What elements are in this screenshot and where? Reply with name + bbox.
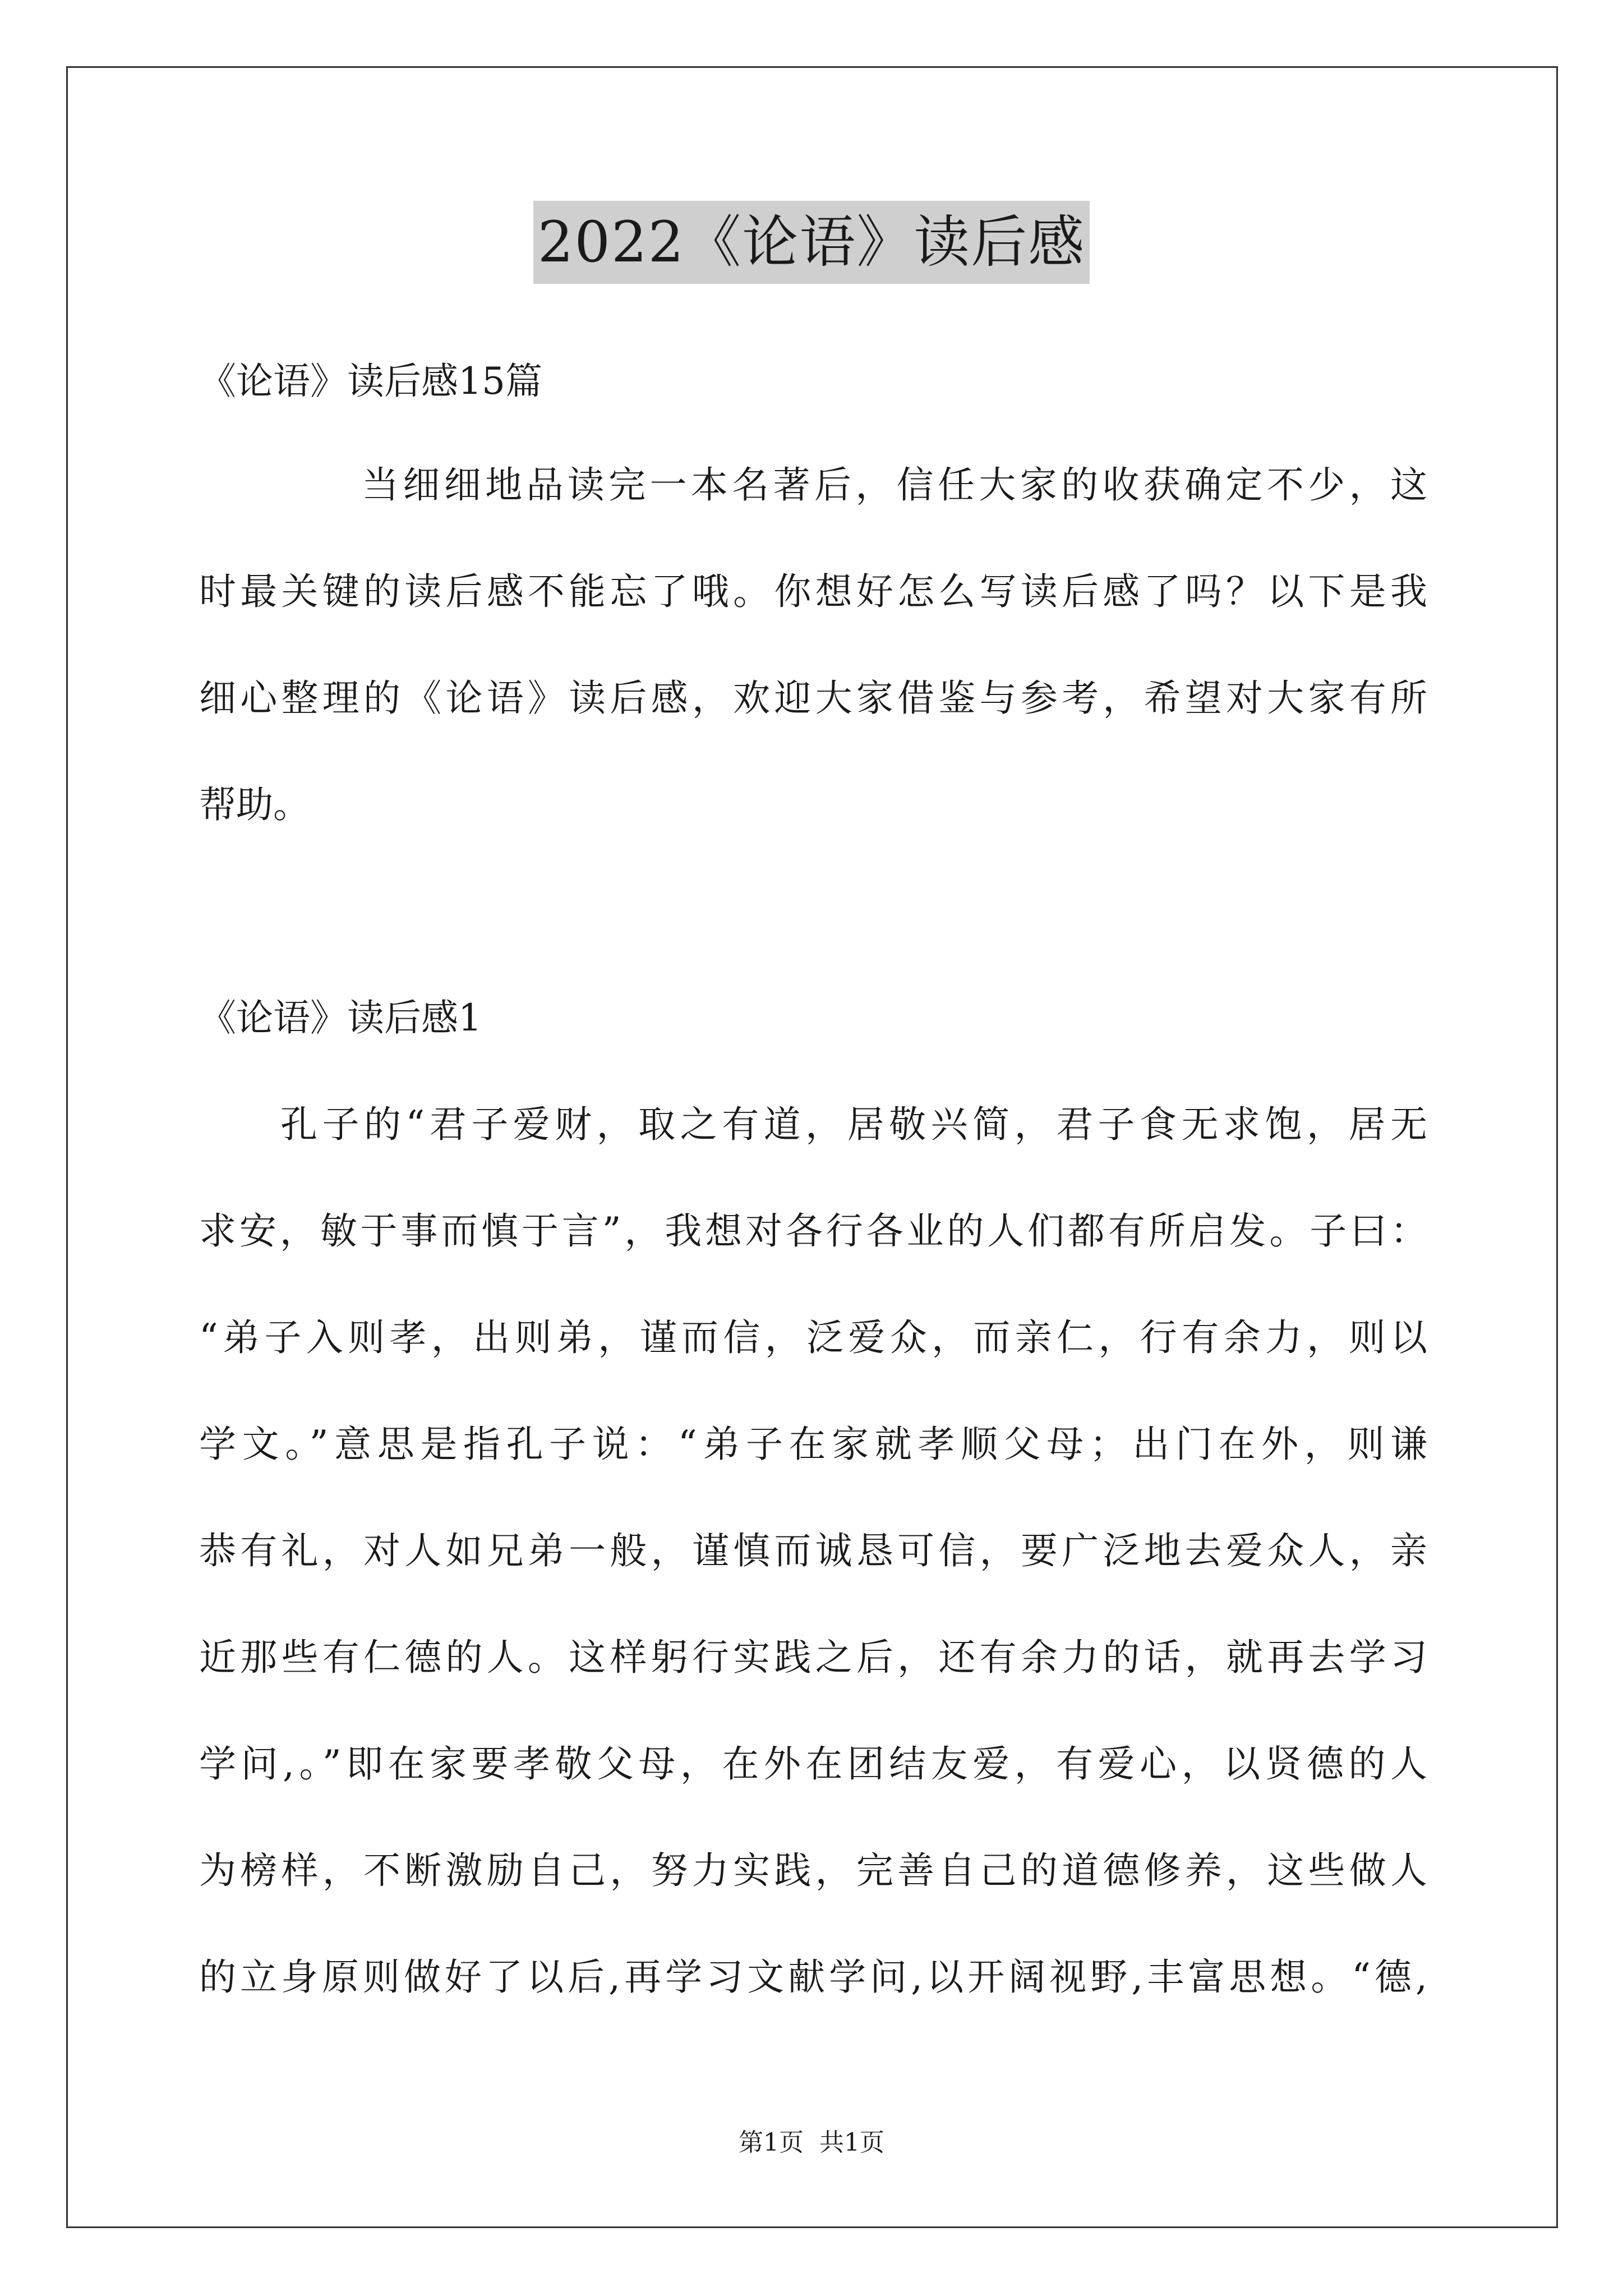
body-line-7: 学问,。”即在家要孝敬父母，在外在团结友爱，有爱心，以贤德的人 — [199, 1742, 1427, 1786]
body-line-9: 的立身原则做好了以后,再学习文献学问,以开阔视野,丰富思想。“德, — [199, 1955, 1427, 1999]
subtitle: 《论语》读后感15篇 — [199, 360, 542, 403]
body-line-6: 近那些有仁德的人。这样躬行实践之后，还有余力的话，就再去学习 — [199, 1636, 1427, 1679]
page-footer — [0, 2126, 1623, 2160]
page-total: 共1页 — [819, 2128, 884, 2157]
body-line-3: “弟子入则孝，出则弟，谨而信，泛爱众，而亲仁，行有余力，则以 — [199, 1316, 1427, 1359]
body-line-2: 求安，敏于事而慎于言”，我想对各行各业的人们都有所启发。子曰： — [199, 1209, 1427, 1253]
title-container — [0, 201, 1623, 284]
body-line-1: 孔子的“君子爱财，取之有道，居敬兴简，君子食无求饱，居无 — [280, 1103, 1427, 1146]
intro-line-2: 时最关键的读后感不能忘了哦。你想好怎么写读后感了吗？以下是我 — [199, 570, 1427, 613]
intro-line-3: 细心整理的《论语》读后感，欢迎大家借鉴与参考，希望对大家有所 — [199, 677, 1427, 720]
intro-line-4: 帮助。 — [199, 783, 310, 826]
document-title: 2022《论语》读后感 — [533, 201, 1090, 284]
section-heading: 《论语》读后感1 — [199, 996, 482, 1039]
body-line-8: 为榜样，不断激励自己，努力实践，完善自己的道德修养，这些做人 — [199, 1849, 1427, 1892]
page-number: 第1页 — [739, 2128, 804, 2157]
body-line-5: 恭有礼，对人如兄弟一般，谨慎而诚恳可信，要广泛地去爱众人，亲 — [199, 1529, 1427, 1572]
intro-line-1: 当细细地品读完一本名著后，信任大家的收获确定不少，这 — [362, 463, 1427, 507]
body-line-4: 学文。”意思是指孔子说：“弟子在家就孝顺父母；出门在外，则谦 — [199, 1423, 1427, 1466]
